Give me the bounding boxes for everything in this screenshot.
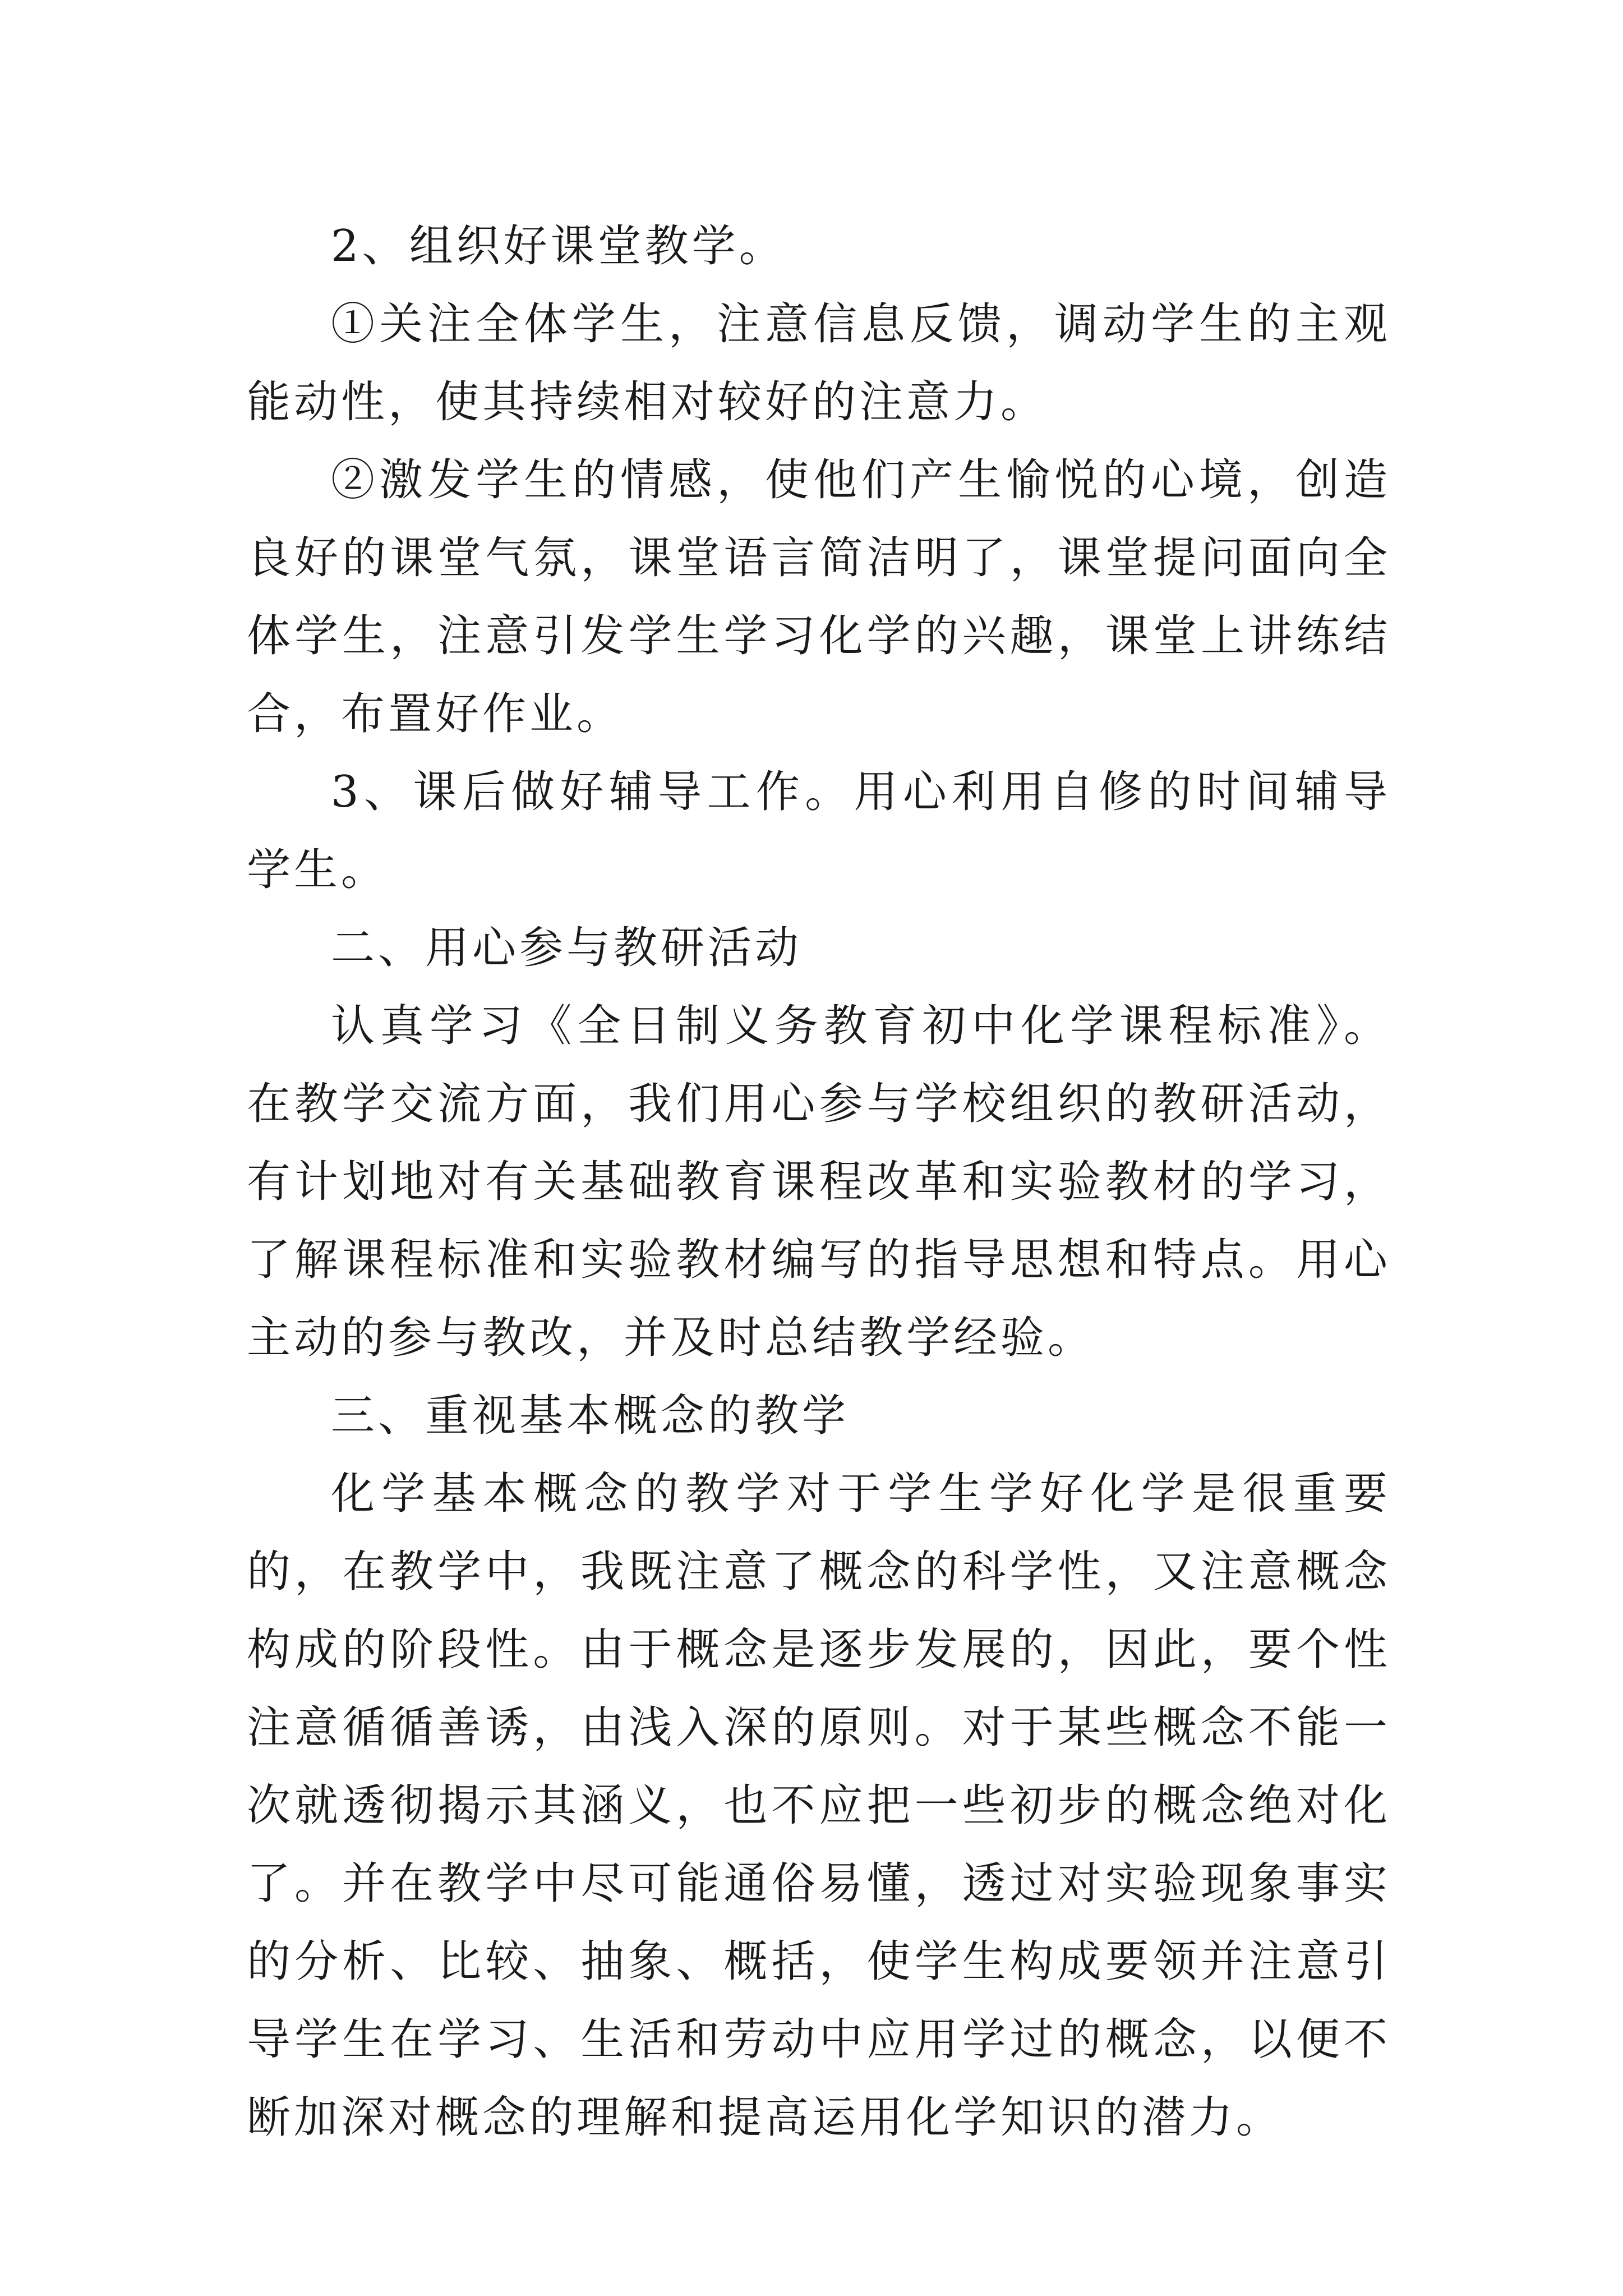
section-heading-research: 二、用心参与教研活动 [331,923,803,973]
paragraph-after-class-tutoring: 3、课后做好辅导工作。用心利用自修的时间辅导学生。 [247,767,1391,895]
section-heading-concepts: 三、重视基本概念的教学 [331,1391,850,1441]
paragraph-concept-teaching: 化学基本概念的教学对于学生学好化学是很重要的，在教学中，我既注意了概念的科学性，又注意概念构成的阶段性。由于概念是逐步发展的，因此，要个性注意循循善诱，由浅入深的原则。对于某些概念不能一次就透彻揭示其涵义，也不应把一些初步的概念绝对化了。并在教学中尽可能通俗易懂，透过对实验现象事实的分析、比较、抽象、概括，使学生构成要领并注意引导学生在学习、生活和劳动中应用学过的概念，以便不断加深对概念的理解和提高运用化学知识的潜力。 [247,1469,1391,2143]
paragraph-point-1: ①关注全体学生，注意信息反馈，调动学生的主观能动性，使其持续相对较好的注意力。 [247,299,1391,427]
paragraph-organize-teaching: 2、组织好课堂教学。 [331,221,786,272]
paragraph-point-2: ②激发学生的情感，使他们产生愉悦的心境，创造良好的课堂气氛，课堂语言简洁明了，课堂提问面向全体学生，注意引发学生学习化学的兴趣，课堂上讲练结合，布置好作业。 [247,455,1391,739]
paragraph-research-activities: 认真学习《全日制义务教育初中化学课程标准》。在教学交流方面，我们用心参与学校组织的教研活动，有计划地对有关基础教育课程改革和实验教材的学习，了解课程标准和实验教材编写的指导思想和特点。用心主动的参与教改，并及时总结教学经验。 [247,1001,1391,1363]
document-body [247,208,1391,2157]
